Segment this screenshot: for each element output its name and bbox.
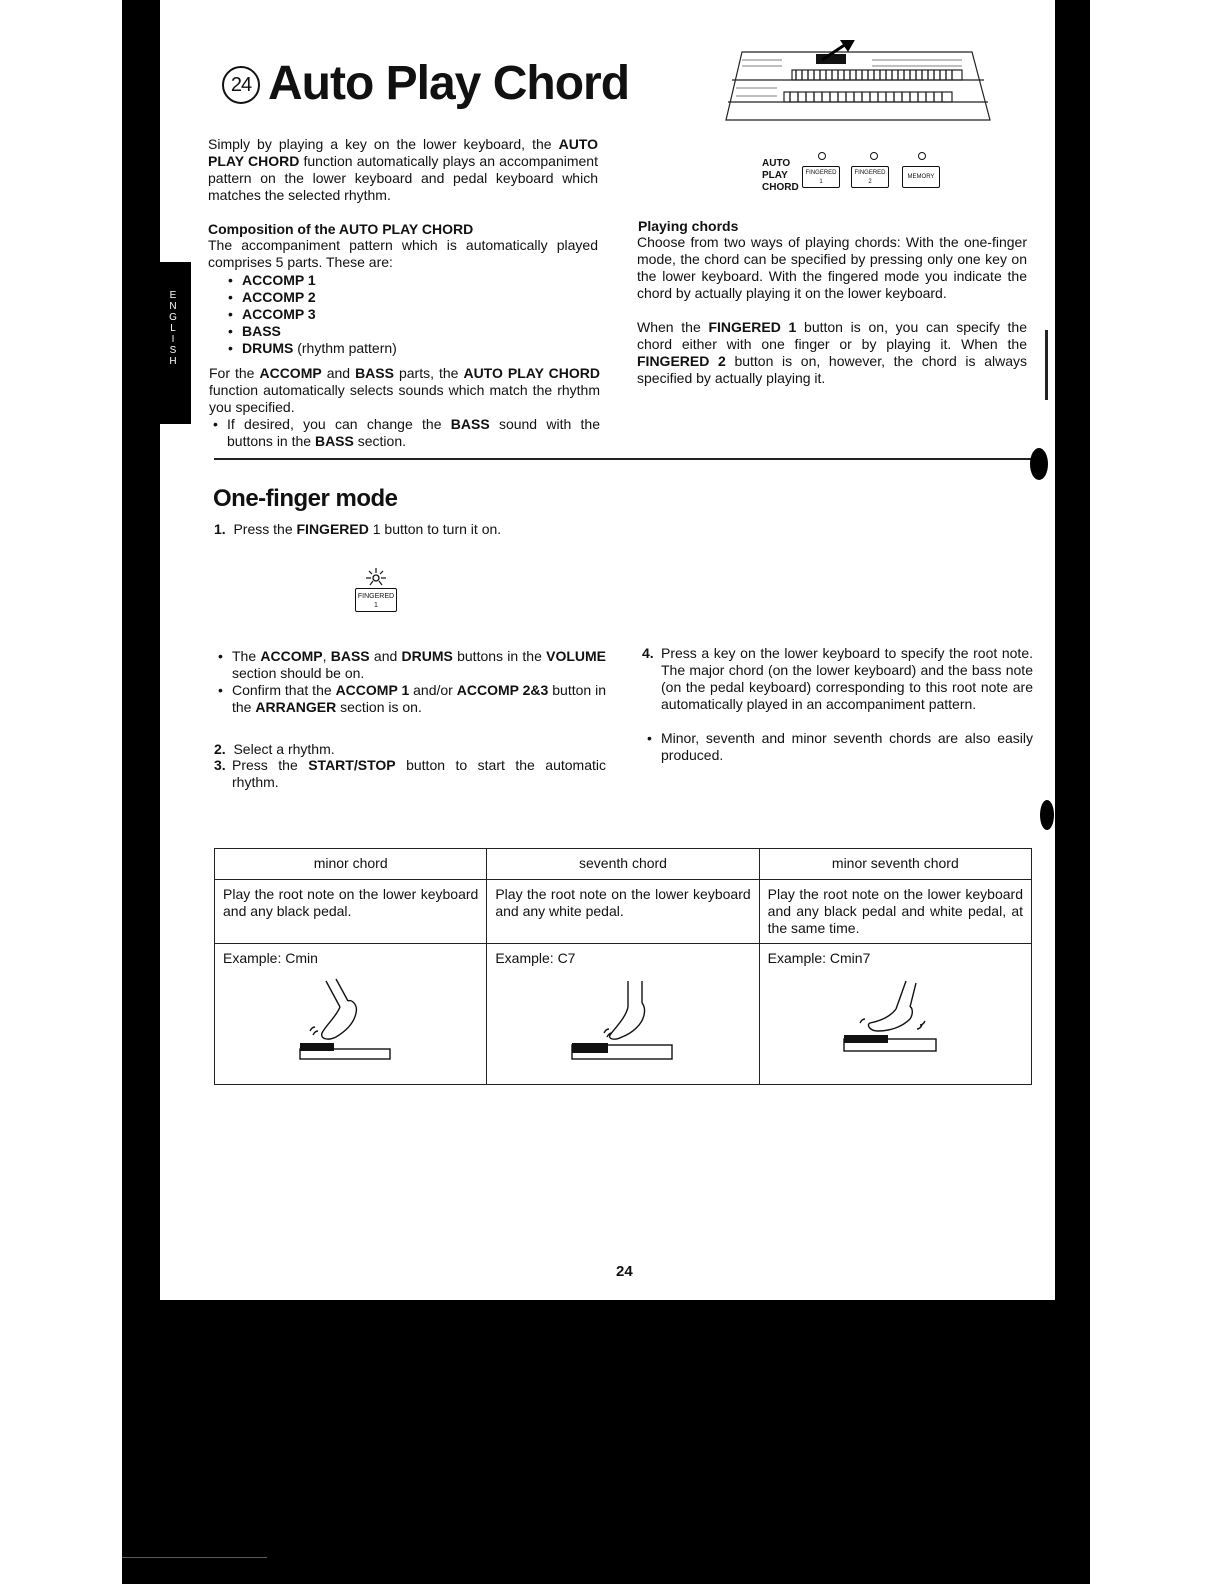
foot-on-white-pedal-icon bbox=[568, 977, 678, 1067]
table-cell: Play the root note on the lower keyboard and any black pedal and white pedal, at the same time. bbox=[759, 880, 1031, 944]
composition-text: The accompaniment pattern which is automatically played comprises 5 parts. These are: bbox=[208, 237, 598, 270]
language-tab: E N G L I S H bbox=[155, 262, 191, 424]
section-divider bbox=[214, 458, 1032, 460]
fingered-1-button: FINGERED 1 bbox=[802, 166, 840, 188]
keyboard-illustration bbox=[722, 40, 994, 126]
chord-table bbox=[214, 848, 1032, 1085]
step-4-note bbox=[643, 730, 1033, 764]
page-title-text: Auto Play Chord bbox=[268, 57, 630, 110]
table-header-row bbox=[215, 849, 1032, 880]
auto-play-chord-panel bbox=[762, 150, 952, 210]
fingered-2-led-icon bbox=[870, 152, 878, 160]
list-item: • DRUMS (rhythm pattern) bbox=[224, 340, 524, 357]
bass-note-list bbox=[209, 416, 600, 450]
list-item: • ACCOMP 1 bbox=[224, 272, 524, 289]
foot-on-both-pedals-icon bbox=[840, 977, 950, 1067]
led-lit-icon bbox=[364, 568, 388, 586]
memory-led-icon bbox=[918, 152, 926, 160]
scan-artifact-line bbox=[122, 1557, 267, 1558]
step-3: 3. Press the START/STOP button to start the automatic rhythm. bbox=[214, 757, 607, 790]
page-title bbox=[222, 56, 629, 112]
table-row bbox=[215, 944, 1032, 1085]
list-item: • If desired, you can change the BASS sound with the buttons in the BASS section. bbox=[209, 416, 600, 450]
table-cell: Example: Cmin bbox=[215, 944, 487, 1085]
playing-chords-heading: Playing chords bbox=[638, 218, 739, 234]
list-item: • BASS bbox=[224, 323, 524, 340]
intro-paragraph: Simply by playing a key on the lower keyboard, the AUTO PLAY CHORD function automatically plays an accompaniment pattern on the lower keyboard and pedal keyboard which matches the selected rhythm. bbox=[208, 136, 598, 203]
step-2: 2. Select a rhythm. bbox=[214, 741, 335, 757]
page-number: 24 bbox=[616, 1263, 633, 1280]
step-1: 1. Press the FINGERED 1 button to turn it on. bbox=[214, 521, 502, 537]
composition-heading: Composition of the AUTO PLAY CHORD bbox=[208, 221, 474, 237]
table-header-cell: seventh chord bbox=[487, 849, 759, 880]
step-4: 4. Press a key on the lower keyboard to specify the root note. The major chord (on the lower keyboard) and the bass note (on the pedal keyboard) corresponding to this root note are automatically played in an accompaniment pattern. bbox=[642, 645, 1033, 712]
scan-mark bbox=[1045, 330, 1048, 400]
list-item: • The ACCOMP, BASS and DRUMS buttons in the VOLUME section should be on. bbox=[214, 648, 606, 682]
list-item: • ACCOMP 3 bbox=[224, 306, 524, 323]
one-finger-mode-heading: One-finger mode bbox=[213, 485, 398, 512]
composition-paragraph-2: For the ACCOMP and BASS parts, the AUTO PLAY CHORD function automatically selects sounds which match the rhythm you specified. bbox=[209, 365, 600, 415]
table-header-cell: minor chord bbox=[215, 849, 487, 880]
parts-list bbox=[224, 272, 524, 357]
section-number-badge: 24 bbox=[222, 66, 260, 104]
table-cell: Example: C7 bbox=[487, 944, 759, 1085]
fingered-1-button-drawing: FINGERED 1 bbox=[355, 588, 397, 612]
table-cell: Play the root note on the lower keyboard and any white pedal. bbox=[487, 880, 759, 944]
memory-button: MEMORY bbox=[902, 166, 940, 188]
table-header-cell: minor seventh chord bbox=[759, 849, 1031, 880]
binding-hole-icon bbox=[1030, 448, 1048, 480]
foot-on-black-pedal-icon bbox=[296, 977, 406, 1067]
fingered-2-button: FINGERED 2 bbox=[851, 166, 889, 188]
list-item: • Minor, seventh and minor seventh chords are also easily produced. bbox=[643, 730, 1033, 764]
binding-hole-icon bbox=[1040, 800, 1054, 830]
table-cell: Play the root note on the lower keyboard and any black pedal. bbox=[215, 880, 487, 944]
preconditions-list bbox=[214, 648, 606, 716]
panel-label: AUTO PLAY CHORD bbox=[762, 158, 799, 193]
fingered-1-led-icon bbox=[818, 152, 826, 160]
list-item: • Confirm that the ACCOMP 1 and/or ACCOMP 2&3 button in the ARRANGER section is on. bbox=[214, 682, 606, 716]
list-item: • ACCOMP 2 bbox=[224, 289, 524, 306]
playing-chords-paragraph-1: Choose from two ways of playing chords: With the one-finger mode, the chord can be specified by pressing only one key on the lower keyboard. With the fingered mode you indicate the chord by actually playing it on the lower keyboard. bbox=[637, 234, 1027, 301]
table-cell: Example: Cmin7 bbox=[759, 944, 1031, 1085]
page-border-bottom bbox=[122, 1300, 1090, 1584]
table-row bbox=[215, 880, 1032, 944]
playing-chords-paragraph-2: When the FINGERED 1 button is on, you can specify the chord either with one finger or by playing it. When the FINGERED 2 button is on, however, the chord is always specified by actually playing it. bbox=[637, 319, 1027, 386]
fingered-1-lit-button-icon bbox=[354, 568, 398, 614]
